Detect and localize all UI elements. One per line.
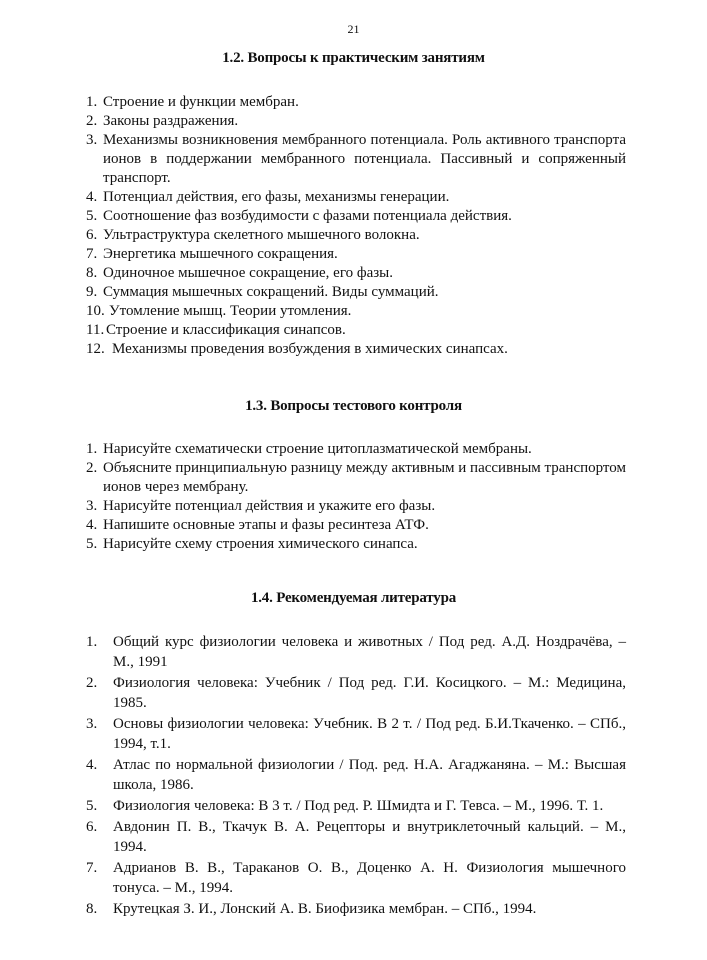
list-item: 8. Одиночное мышечное сокращение, его фазы.	[86, 265, 394, 281]
list-item: 4. Потенциал действия, его фазы, механизмы генерации.	[86, 189, 450, 205]
list-item: 4. Атлас по нормальной физиологии / Под. ред. Н.А. Агаджаняна. – М.: Высшая школа, 1986.	[86, 757, 626, 793]
list-item: 3. Нарисуйте потенциал действия и укажите его фазы.	[86, 498, 436, 514]
practical-questions-list	[86, 93, 626, 359]
list-item: 2. Законы раздражения.	[86, 113, 239, 129]
list-item: 3. Основы физиологии человека: Учебник. В 2 т. / Под ред. Б.И.Ткаченко. – СПб., 1994, т.1.	[86, 716, 626, 752]
list-item: 5. Нарисуйте схему строения химического синапса.	[86, 536, 418, 552]
list-item: 5. Соотношение фаз возбудимости с фазами потенциала действия.	[86, 208, 512, 224]
list-item: 3. Механизмы возникновения мембранного потенциала. Роль активного транспорта ионов в поддержании мембранного потенциала. Пассивный и сопряженный транспорт.	[86, 132, 626, 186]
list-item: 4. Напишите основные этапы и фазы ресинтеза АТФ.	[86, 517, 429, 533]
list-item: 12. Механизмы проведения возбуждения в химических синапсах.	[86, 341, 508, 357]
section-title-practical: 1.2. Вопросы к практическим занятиям	[222, 50, 485, 66]
list-item: 1. Нарисуйте схематически строение цитоплазматической мембраны.	[86, 441, 532, 457]
page-number: 21	[347, 22, 360, 36]
section-title-test-control: 1.3. Вопросы тестового контроля	[245, 398, 462, 414]
list-item: 5. Физиология человека: В 3 т. / Под ред. Р. Шмидта и Г. Тевса. – М., 1996. Т. 1.	[86, 798, 604, 814]
list-item: 1. Общий курс физиологии человека и животных / Под ред. А.Д. Ноздрачёва, – М., 1991	[86, 634, 626, 670]
list-item: 7. Адрианов В. В., Тараканов О. В., Доценко А. Н. Физиология мышечного тонуса. – М., 1994.	[86, 860, 626, 896]
list-item: 6. Авдонин П. В., Ткачук В. А. Рецепторы и внутриклеточный кальций. – М., 1994.	[86, 819, 626, 855]
list-item: 6. Ультраструктура скелетного мышечного волокна.	[86, 227, 420, 243]
test-questions-list	[86, 440, 626, 554]
list-item: 10. Утомление мышц. Теории утомления.	[86, 303, 352, 319]
list-item: 1. Строение и функции мембран.	[86, 94, 299, 110]
literature-list	[86, 632, 626, 920]
section-title-literature: 1.4. Рекомендуемая литература	[250, 590, 457, 606]
list-item: 7. Энергетика мышечного сокращения.	[86, 246, 338, 262]
list-item: 8. Крутецкая З. И., Лонский А. В. Биофизика мембран. – СПб., 1994.	[86, 901, 537, 917]
list-item: 11. Строение и классификация синапсов.	[86, 322, 346, 338]
list-item: 2. Физиология человека: Учебник / Под ред. Г.И. Косицкого. – М.: Медицина, 1985.	[86, 675, 626, 711]
list-item: 2. Объясните принципиальную разницу между активным и пассивным транспортом ионов через мембрану.	[86, 460, 626, 495]
list-item: 9. Суммация мышечных сокращений. Виды суммаций.	[86, 284, 439, 300]
